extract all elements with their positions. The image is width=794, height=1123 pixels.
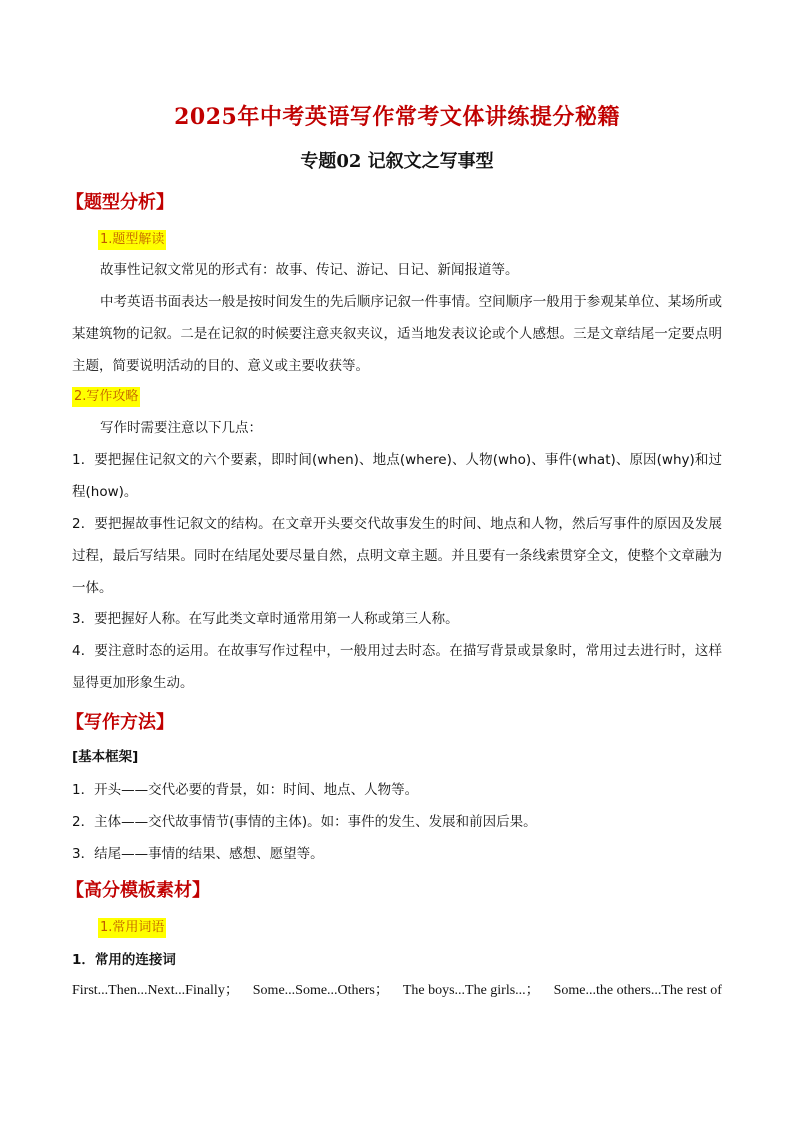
highlight-tag-interpretation: 1.题型解读 xyxy=(98,230,166,250)
framework-line-2: 2．主体——交代故事情节(事情的主体)。如：事件的发生、发展和前因后果。 xyxy=(72,814,537,830)
paragraph-forms: 故事性记叙文常见的形式有：故事、传记、游记、日记、新闻报道等。 xyxy=(100,262,519,278)
subheading-connectives: 1．常用的连接词 xyxy=(72,952,176,968)
section-heading-method: 【写作方法】 xyxy=(66,712,174,733)
point-2: 2．要把握故事性记叙文的结构。在文章开头要交代故事发生的时间、地点和人物，然后写事件的原因及发展过程，最后写结果。同时在结尾处要尽量自然，点明文章主题。并且要有一条线索贯穿全文，使整个文章融为一体。 xyxy=(72,516,722,596)
point-4: 4．要注意时态的运用。在故事写作过程中，一般用过去时态。在描写背景或景象时，常用过去进行时，这样显得更加形象生动。 xyxy=(72,643,722,691)
connective-1: First...Then...Next...Finally； xyxy=(72,983,239,998)
connective-4: Some...the others...The rest of xyxy=(553,983,722,998)
document-title: 2025年中考英语写作常考文体讲练提分秘籍 xyxy=(174,104,620,130)
framework-line-3: 3．结尾——事情的结果、感想、愿望等。 xyxy=(72,846,324,862)
point-3: 3．要把握好人称。在写此类文章时通常用第一人称或第三人称。 xyxy=(72,611,459,627)
highlight-tag-common-words: 1.常用词语 xyxy=(98,918,166,938)
framework-line-1: 1．开头——交代必要的背景，如：时间、地点、人物等。 xyxy=(72,782,419,798)
document-subtitle: 专题02 记叙文之写事型 xyxy=(300,151,494,172)
point-1: 1．要把握住记叙文的六个要素，即时间(when)、地点(where)、人物(who)、事件(what)、原因(why)和过程(how)。 xyxy=(72,452,722,500)
connective-2: Some...Some...Others； xyxy=(252,983,389,998)
connective-3: The boys...The girls...； xyxy=(402,983,540,998)
paragraph-intro: 写作时需要注意以下几点： xyxy=(100,420,262,436)
section-heading-template: 【高分模板素材】 xyxy=(66,880,210,901)
section-heading-analysis: 【题型分析】 xyxy=(66,192,174,213)
highlight-tag-strategy: 2.写作攻略 xyxy=(72,387,140,407)
framework-label: [基本框架] xyxy=(72,749,139,765)
connectives-line xyxy=(72,981,722,1001)
paragraph-description: 中考英语书面表达一般是按时间发生的先后顺序记叙一件事情。空间顺序一般用于参观某单位、某场所或某建筑物的记叙。二是在记叙的时候要注意夹叙夹议，适当地发表议论或个人感想。三是文章结尾一定要点明主题，简要说明活动的目的、意义或主要收获等。 xyxy=(72,294,722,374)
